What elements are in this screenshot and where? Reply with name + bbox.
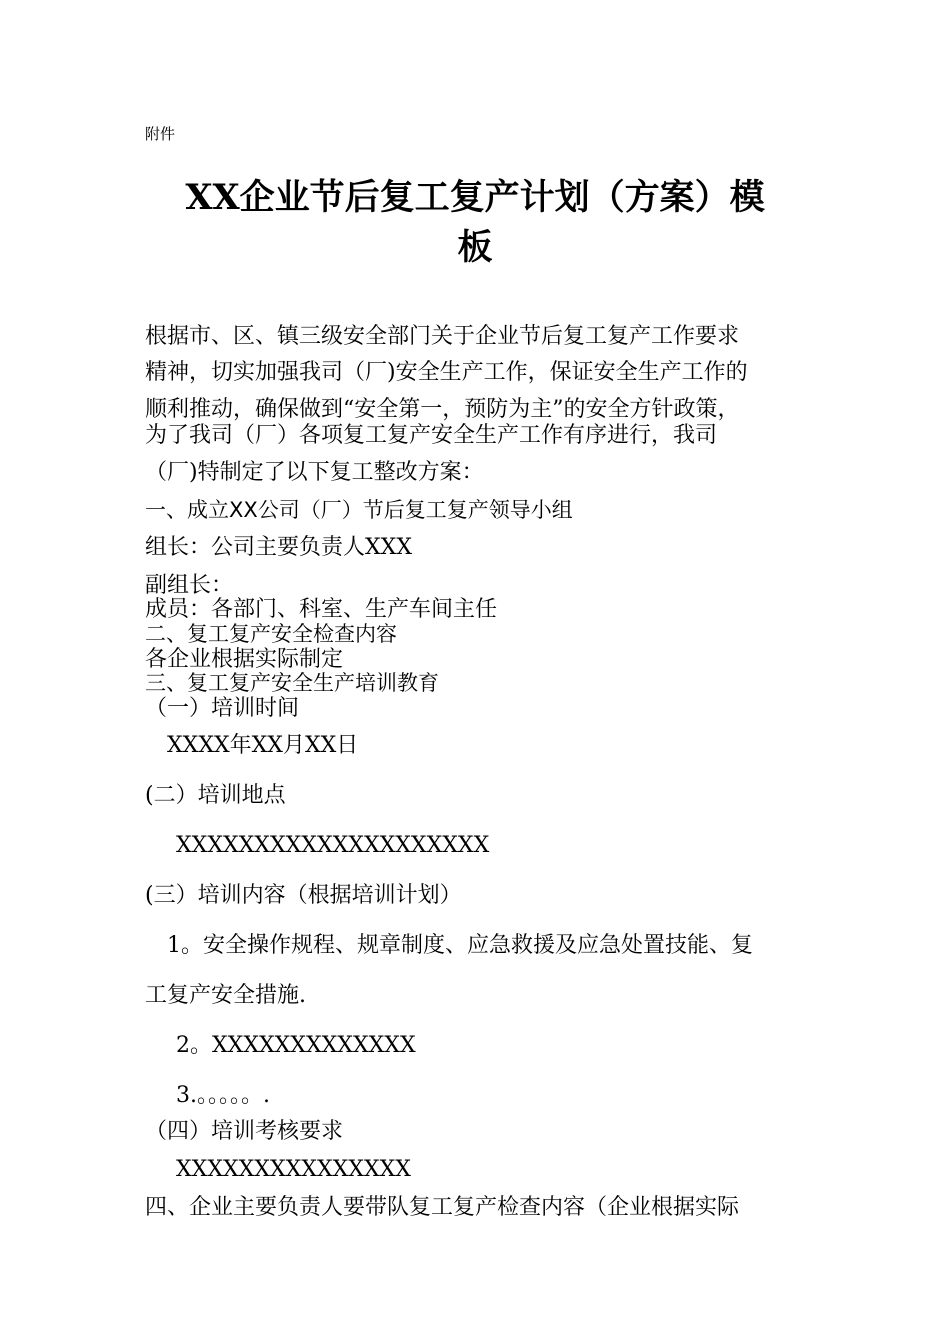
- section2-heading: 二、复工复产安全检查内容: [145, 622, 397, 646]
- training-place-value: XXXXXXXXXXXXXXXXXXXX: [176, 833, 490, 858]
- intro-line-4: 为了我司（厂）各项复工复产安全生产工作有序进行，我司: [145, 423, 718, 448]
- intro-line-3: 顺利推动，确保做到“安全第一，预防为主”的安全方针政策，: [145, 397, 740, 422]
- intro-line-2: 精神，切实加强我司（厂)安全生产工作，保证安全生产工作的: [145, 360, 748, 385]
- section2-text: 各企业根据实际制定: [145, 647, 344, 672]
- training-place-label: (二）培训地点: [145, 783, 286, 808]
- training-assess-label: （四）培训考核要求: [145, 1119, 344, 1144]
- training-assess-value: XXXXXXXXXXXXXXX: [176, 1157, 411, 1182]
- training-content-label: (三）培训内容（根据培训计划）: [145, 883, 462, 908]
- section1-heading: 一、成立XX公司（厂）节后复工复产领导小组: [145, 498, 573, 522]
- content-item-3: 3.。。。。。.: [176, 1083, 270, 1108]
- content-item-2: 2。XXXXXXXXXXXXX: [176, 1033, 416, 1058]
- members-line: 成员：各部门、科室、生产车间主任: [145, 597, 498, 622]
- content-item-1-line2: 工复产安全措施.: [145, 983, 306, 1008]
- leader-line: 组长：公司主要负责人XXX: [145, 535, 412, 560]
- section4-heading: 四、企业主要负责人要带队复工复产检查内容（企业根据实际: [145, 1195, 740, 1220]
- content-item-1-line1: 1。安全操作规程、规章制度、应急救援及应急处置技能、复: [167, 933, 753, 958]
- intro-line-1: 根据市、区、镇三级安全部门关于企业节后复工复产工作要求: [145, 324, 740, 349]
- intro-line-5: （厂)特制定了以下复工整改方案：: [145, 460, 484, 485]
- document-title-line1: XX企业节后复工复产计划（方案）模: [185, 177, 765, 218]
- training-time-label: （一）培训时间: [145, 696, 300, 721]
- training-time-value: XXXX年XX月XX日: [167, 733, 359, 758]
- attachment-label: 附件: [145, 125, 176, 143]
- document-title-line2: 板: [457, 227, 493, 268]
- section3-heading: 三、复工复产安全生产培训教育: [145, 671, 439, 695]
- deputy-line: 副组长：: [145, 573, 234, 598]
